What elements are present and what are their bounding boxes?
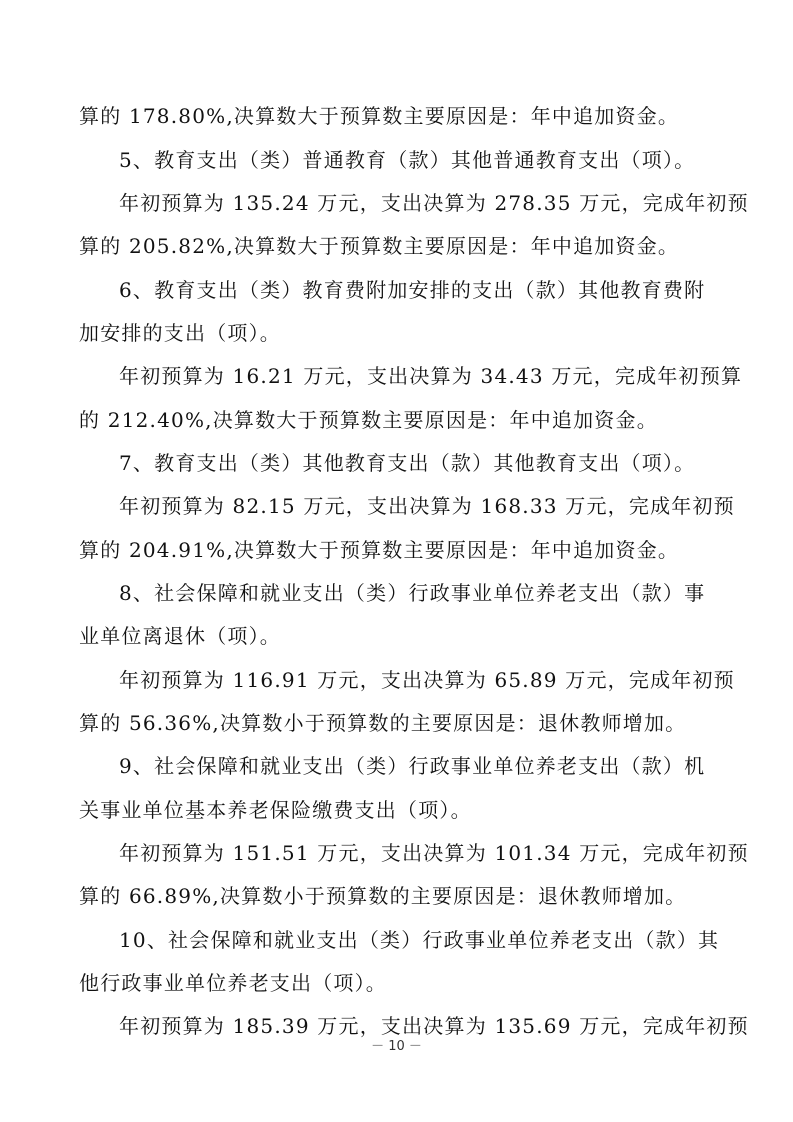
item-heading-6-cont: 加安排的支出（项）。: [79, 321, 281, 345]
item-heading-7: 7、教育支出（类）其他教育支出（款）其他教育支出（项）。: [119, 451, 696, 475]
paragraph-line: 年初预算为 135.24 万元，支出决算为 278.35 万元，完成年初预: [119, 191, 749, 215]
paragraph-line: 年初预算为 185.39 万元，支出决算为 135.69 万元，完成年初预: [119, 1014, 749, 1038]
item-heading-8-cont: 业单位离退休（项）。: [79, 624, 281, 648]
paragraph-line: 年初预算为 82.15 万元，支出决算为 168.33 万元，完成年初预: [119, 494, 735, 518]
paragraph-line: 年初预算为 116.91 万元，支出决算为 65.89 万元，完成年初预: [119, 668, 735, 692]
item-heading-9-cont: 关事业单位基本养老保险缴费支出（项）。: [79, 798, 472, 822]
item-heading-6: 6、教育支出（类）教育费附加安排的支出（款）其他教育费附: [119, 278, 706, 302]
item-heading-5: 5、教育支出（类）普通教育（款）其他普通教育支出（项）。: [119, 148, 696, 172]
item-heading-8: 8、社会保障和就业支出（类）行政事业单位养老支出（款）事: [119, 581, 706, 605]
page-number: － 10 －: [371, 1039, 422, 1054]
item-heading-9: 9、社会保障和就业支出（类）行政事业单位养老支出（款）机: [119, 754, 706, 778]
item-heading-10-cont: 他行政事业单位养老支出（项）。: [79, 971, 387, 995]
paragraph-line: 算的 66.89%,决算数小于预算数的主要原因是：退休教师增加。: [79, 884, 687, 908]
paragraph-line: 年初预算为 151.51 万元，支出决算为 101.34 万元，完成年初预: [119, 841, 749, 865]
paragraph-line: 算的 56.36%,决算数小于预算数的主要原因是：退休教师增加。: [79, 711, 687, 735]
paragraph-line: 的 212.40%,决算数大于预算数主要原因是：年中追加资金。: [79, 408, 658, 432]
paragraph-line: 算的 178.80%,决算数大于预算数主要原因是：年中追加资金。: [79, 104, 680, 128]
item-heading-10: 10、社会保障和就业支出（类）行政事业单位养老支出（款）其: [119, 928, 720, 952]
paragraph-line: 算的 205.82%,决算数大于预算数主要原因是：年中追加资金。: [79, 234, 680, 258]
paragraph-line: 年初预算为 16.21 万元，支出决算为 34.43 万元，完成年初预算: [119, 364, 743, 388]
paragraph-line: 算的 204.91%,决算数大于预算数主要原因是：年中追加资金。: [79, 538, 680, 562]
